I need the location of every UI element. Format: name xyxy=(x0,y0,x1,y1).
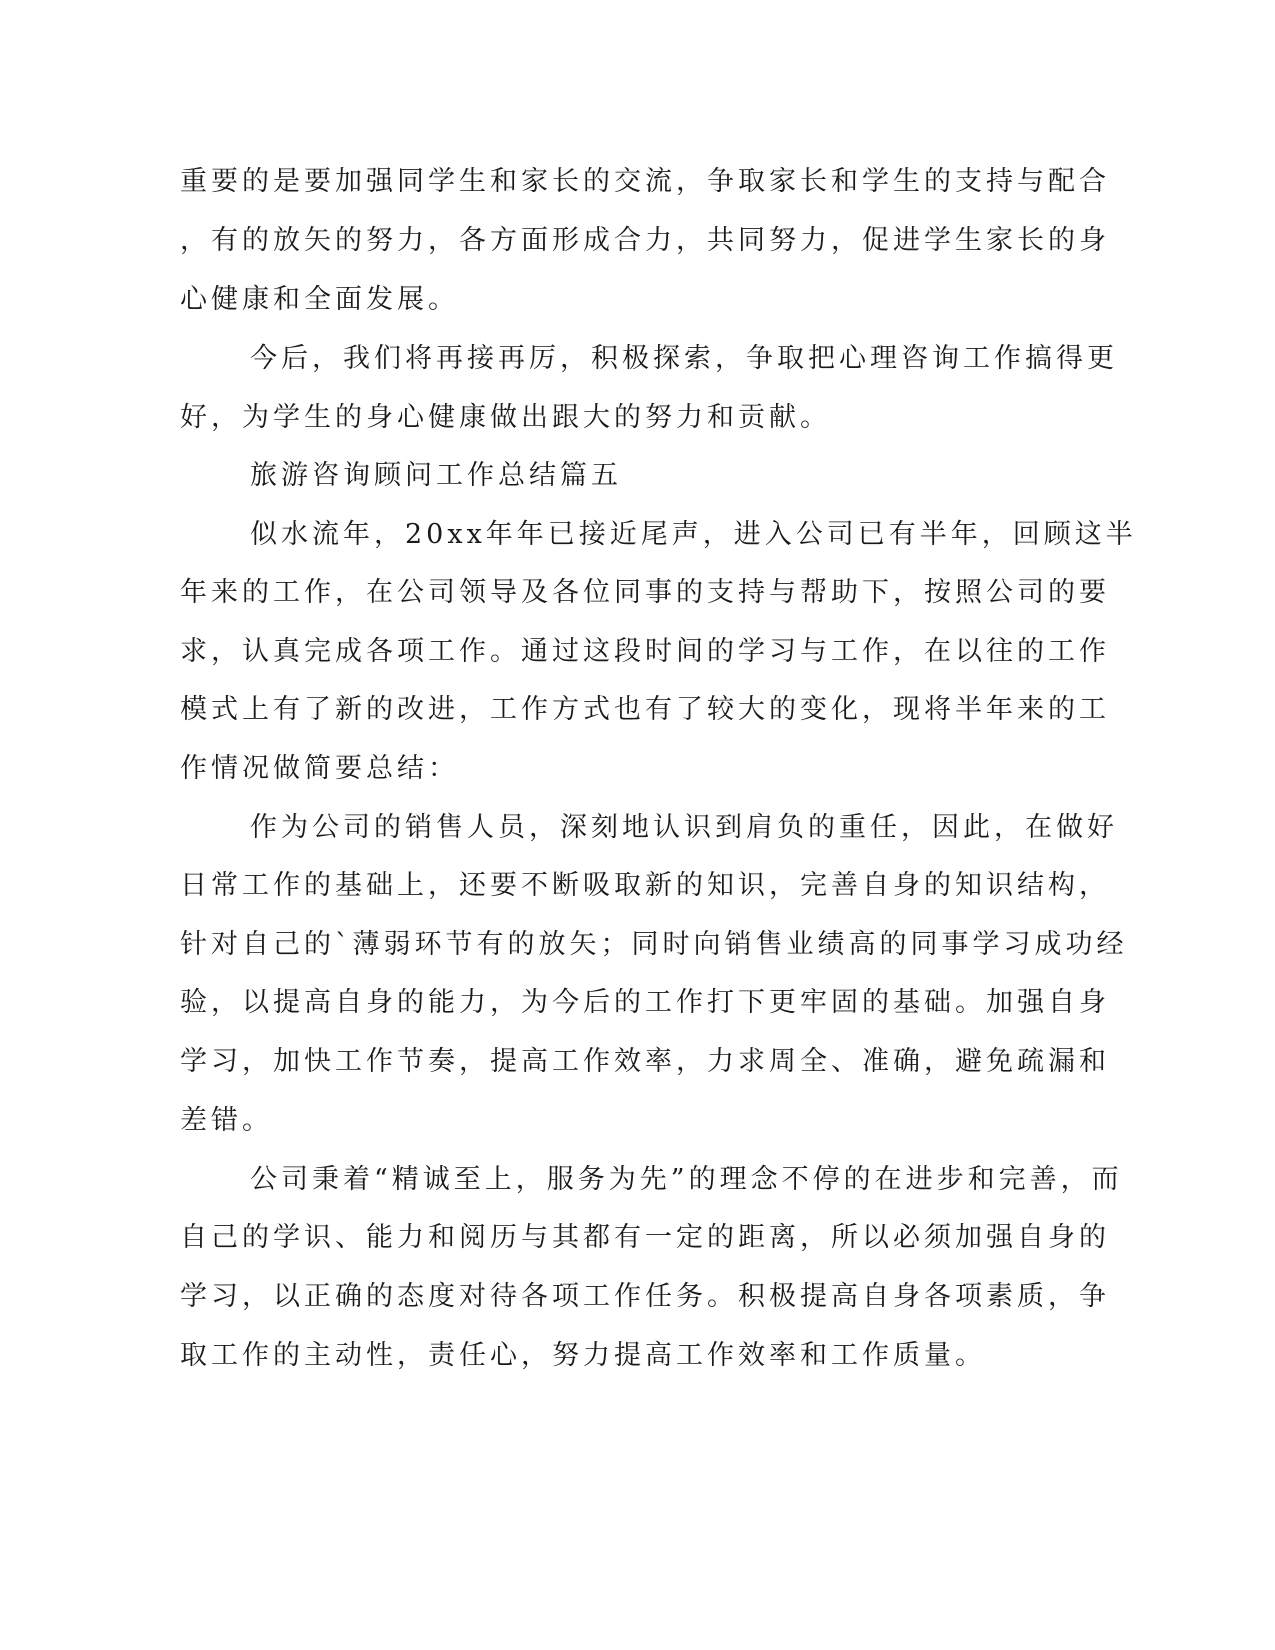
text-line: 今后，我们将再接再厉，积极探索，争取把心理咨询工作搞得更 xyxy=(250,343,1118,374)
text-line: 心健康和全面发展。 xyxy=(180,284,459,315)
text-line: 日常工作的基础上，还要不断吸取新的知识，完善自身的知识结构， xyxy=(180,870,1110,901)
text-line: 年来的工作，在公司领导及各位同事的支持与帮助下，按照公司的要 xyxy=(180,577,1110,608)
text-line: 似水流年，20xx年年已接近尾声，进入公司已有半年，回顾这半 xyxy=(250,519,1137,550)
text-line: 公司秉着“精诚至上，服务为先”的理念不停的在进步和完善，而 xyxy=(250,1164,1123,1195)
text-line: 自己的学识、能力和阅历与其都有一定的距离，所以必须加强自身的 xyxy=(180,1222,1110,1253)
text-line: 针对自己的`薄弱环节有的放矢；同时向销售业绩高的同事学习成功经 xyxy=(180,929,1128,960)
text-line: 差错。 xyxy=(180,1105,273,1136)
text-line: 取工作的主动性，责任心，努力提高工作效率和工作质量。 xyxy=(180,1340,986,1371)
section-heading: 旅游咨询顾问工作总结篇五 xyxy=(250,460,622,491)
text-line: 好，为学生的身心健康做出跟大的努力和贡献。 xyxy=(180,402,831,433)
text-line: 作为公司的销售人员，深刻地认识到肩负的重任，因此，在做好 xyxy=(250,812,1118,843)
text-line: 验，以提高自身的能力，为今后的工作打下更牢固的基础。加强自身 xyxy=(180,987,1110,1018)
text-line: 学习，以正确的态度对待各项工作任务。积极提高自身各项素质，争 xyxy=(180,1281,1110,1312)
text-line: 作情况做简要总结： xyxy=(180,753,459,784)
text-line: ，有的放矢的努力，各方面形成合力，共同努力，促进学生家长的身 xyxy=(180,225,1110,256)
text-line: 求，认真完成各项工作。通过这段时间的学习与工作，在以往的工作 xyxy=(180,636,1110,667)
text-line: 学习，加快工作节奏，提高工作效率，力求周全、准确，避免疏漏和 xyxy=(180,1046,1110,1077)
text-line: 模式上有了新的改进，工作方式也有了较大的变化，现将半年来的工 xyxy=(180,694,1110,725)
text-line: 重要的是要加强同学生和家长的交流，争取家长和学生的支持与配合 xyxy=(180,166,1110,197)
